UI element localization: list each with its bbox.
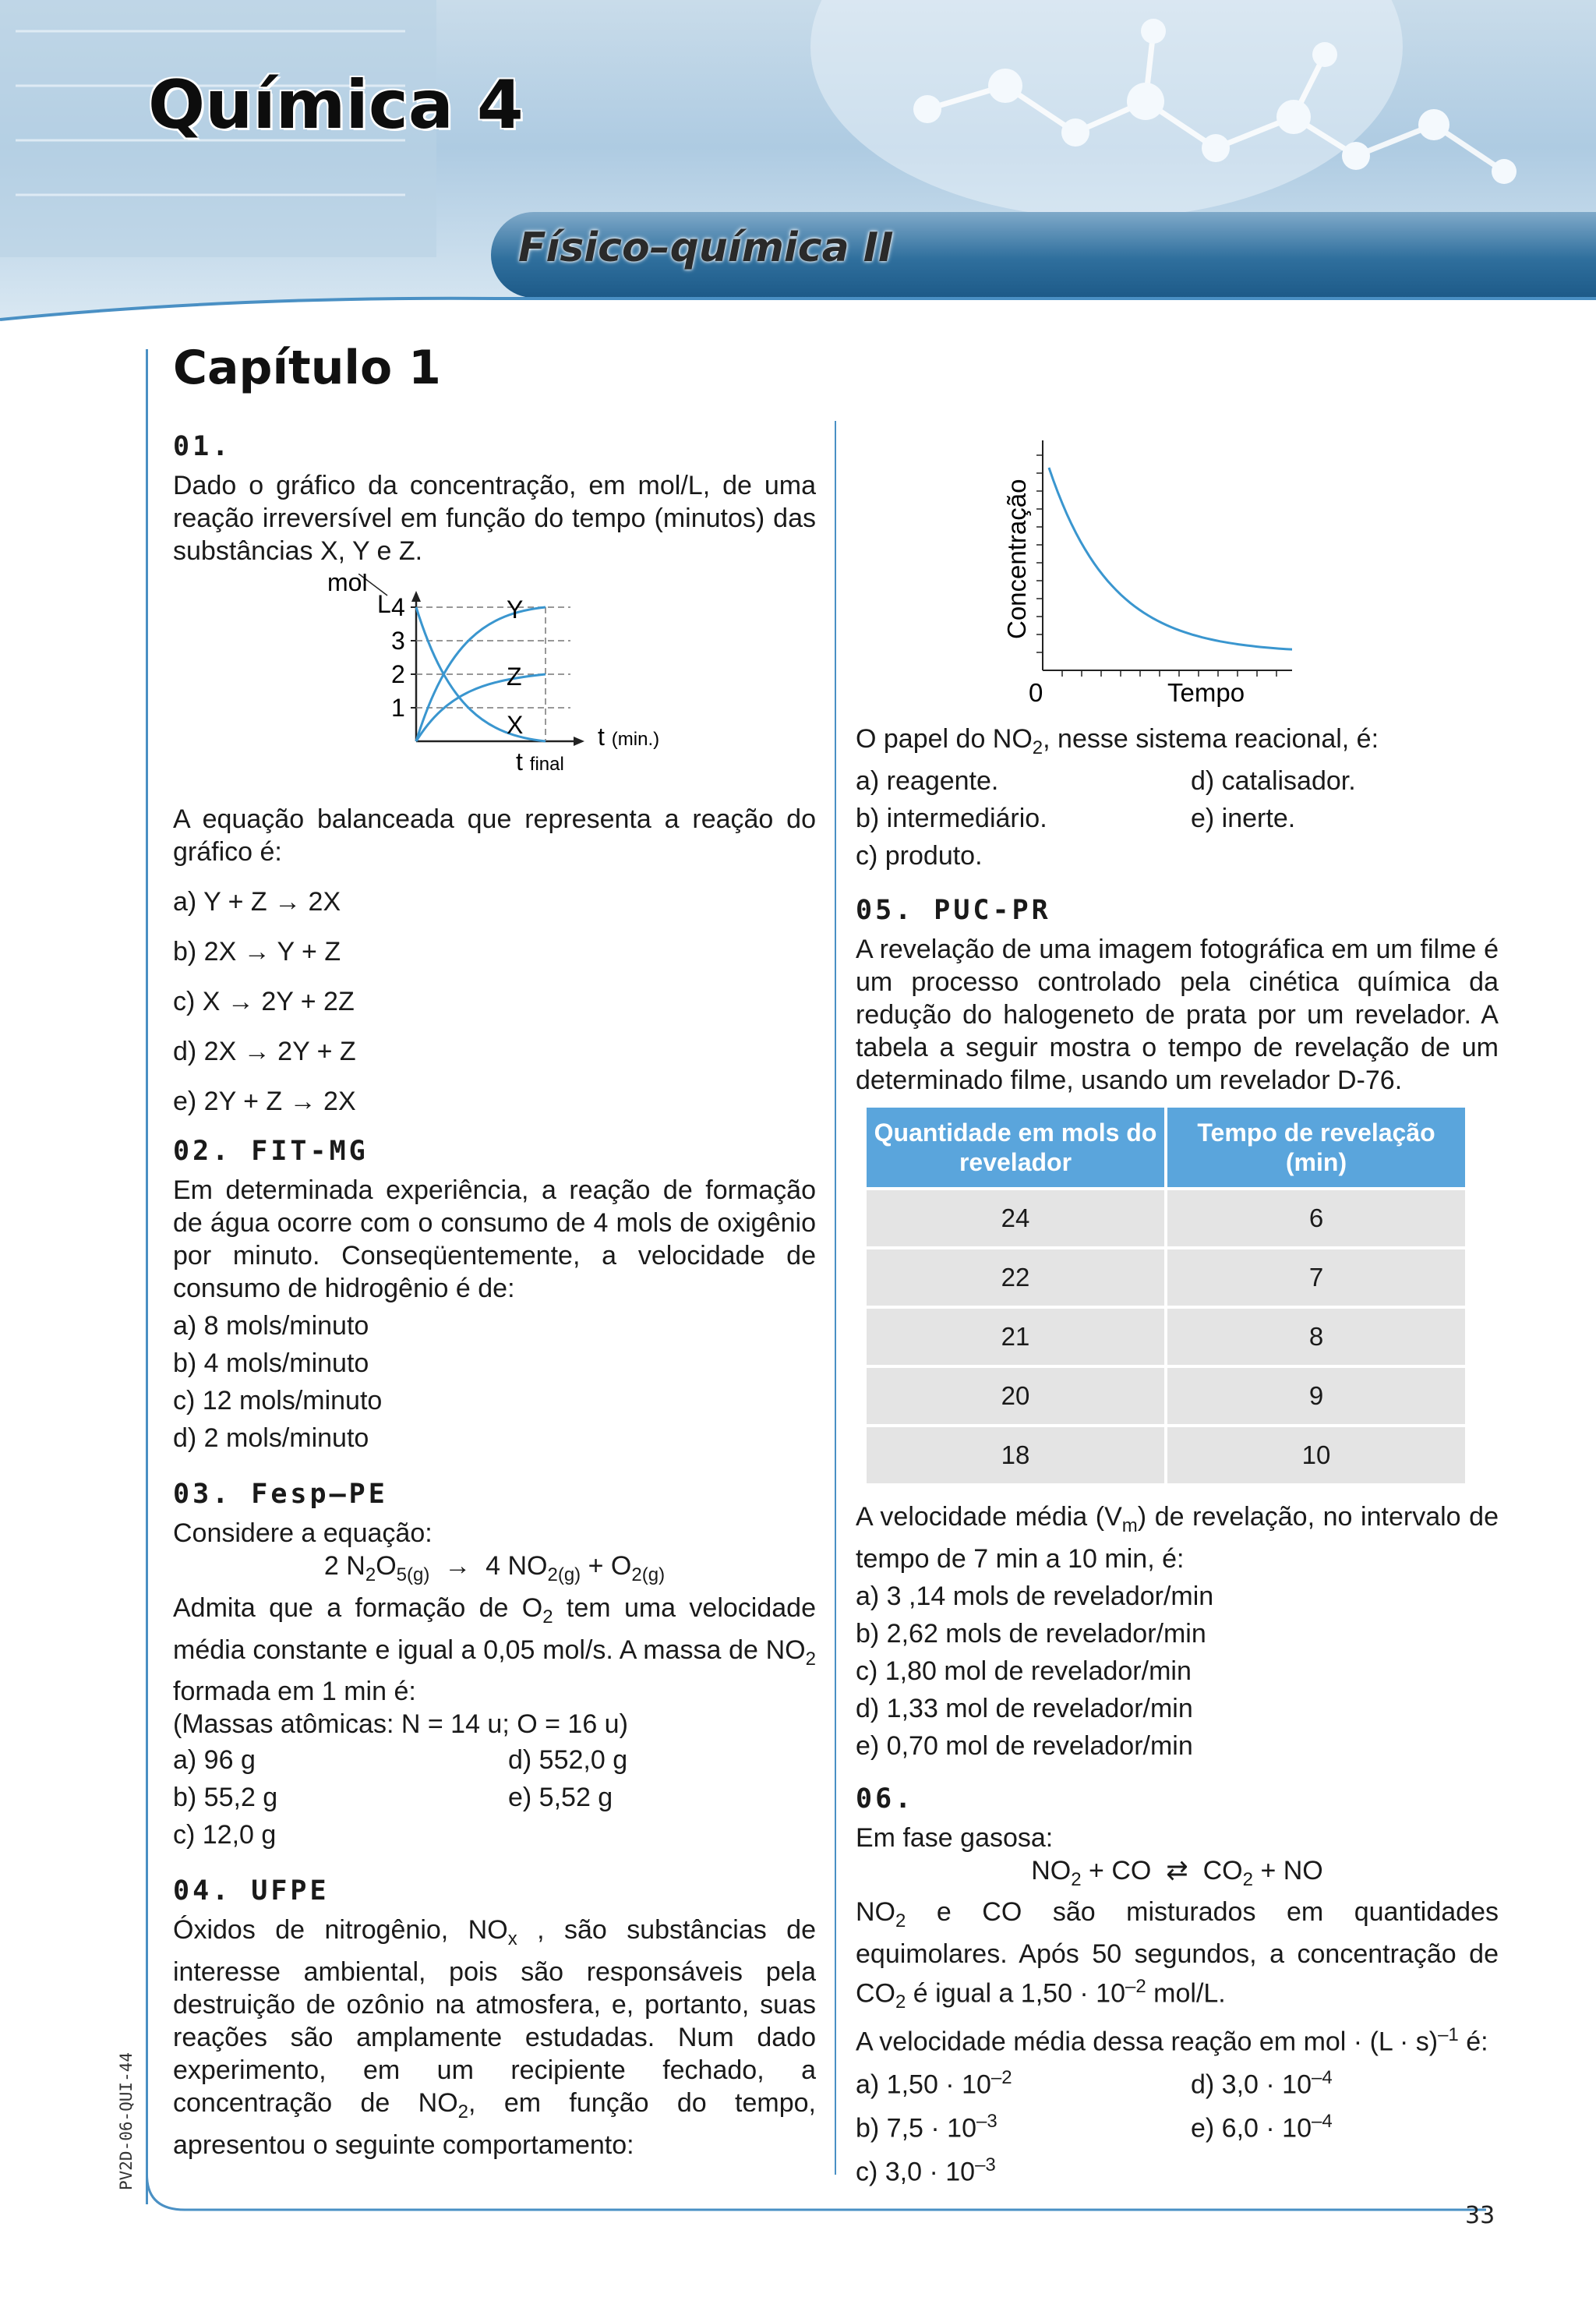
question-03-options (173, 1744, 816, 1851)
question-03-text: Admita que a formação de $O_2$ tem uma velocidade média constante e igual a 0,05 mol/s. A massa de $NO_2$ formada em 1 min é: (173, 1592, 816, 1707)
question-03-masses: (Massas atômicas: N = 14 u; O = 16 u) (173, 1709, 628, 1740)
y-tick-label: 4 (391, 593, 405, 621)
question-02-text: Em determinada experiência, a reação de formação de água ocorre com o consumo de 4 mols de oxigênio por minuto. Conseqüentemente, a velocidade de consumo de hidrogênio é de: (173, 1175, 816, 1303)
question-01-options (173, 885, 816, 1118)
header-quantidade: Quantidade em mols do revelador (867, 1108, 1164, 1187)
table-cell: 22 (867, 1249, 1164, 1306)
option-c[interactable]: c) 12,0 g (173, 1820, 277, 1850)
question-04-number: 04. UFPE (173, 1875, 330, 1907)
option-b[interactable]: b) 2X → Y + Z (173, 937, 341, 967)
table-cell: 6 (1167, 1190, 1465, 1246)
option-e[interactable]: e) 0,70 mol de revelador/min (856, 1730, 1193, 1761)
x-axis-label: t (min.) (598, 723, 660, 751)
table-header-row (867, 1108, 1465, 1187)
table-row (867, 1309, 1465, 1365)
question-04-chart (856, 433, 1292, 713)
y-tick-label: 1 (391, 694, 405, 722)
option-e[interactable]: e) inerte. (1191, 803, 1296, 833)
question-03-number: 03. Fesp–PE (173, 1479, 388, 1510)
table-cell: 8 (1167, 1309, 1465, 1365)
table-cell: 7 (1167, 1249, 1465, 1306)
option-c[interactable]: c) 1,80 mol de revelador/min (856, 1656, 1192, 1686)
y-tick-label: 3 (391, 627, 405, 655)
question-05-number: 05. PUC-PR (856, 894, 1051, 926)
question-01-chart (173, 574, 816, 800)
page-number: 33 (1465, 2202, 1495, 2229)
section-title: Físico–química II (518, 224, 894, 271)
question-01-text: Dado o gráfico da concentração, em mol/L, de uma reação irreversível em função do tempo (minutos) das substâncias X, Y e Z. (173, 471, 816, 566)
table-cell: 20 (867, 1368, 1164, 1424)
banner-bottom-curve (0, 285, 1596, 327)
question-03-intro: Considere a equação: (173, 1518, 433, 1548)
option-a[interactable]: a) reagente. (856, 765, 999, 796)
table-cell: 24 (867, 1190, 1164, 1246)
x-tick-t-final: t final (516, 747, 564, 776)
option-d[interactable]: d) 552,0 g (508, 1745, 628, 1776)
series-no2-line (1049, 468, 1292, 651)
y-tick-label: 2 (391, 660, 405, 688)
question-01-number: 01. (173, 431, 232, 462)
chapter-title: Capítulo 1 (173, 341, 441, 395)
option-d[interactable]: d) catalisador. (1191, 765, 1356, 796)
table-cell: 10 (1167, 1427, 1465, 1483)
question-06-equation: $NO_2$ + CO ⇄ $CO_2$ + NO (1031, 1855, 1323, 1890)
option-a[interactable]: a) 96 g (173, 1745, 256, 1776)
y-axis-arrow (411, 591, 421, 602)
header-banner (0, 0, 1596, 327)
question-02-options (173, 1309, 816, 1454)
question-05-options (856, 1580, 1499, 1762)
right-column (856, 433, 1499, 2189)
question-02-number: 02. FIT-MG (173, 1136, 369, 1167)
table-cell: 21 (867, 1309, 1164, 1365)
series-label-x: X (507, 711, 524, 739)
y-unit-l: L (377, 590, 391, 618)
question-06-number: 06. (856, 1783, 915, 1815)
question-05-prompt: A velocidade média $(V_m)$ de revelação, no intervalo de tempo de 7 min a 10 min, é: (856, 1501, 1499, 1574)
option-e[interactable]: e) 2Y + Z → 2X (173, 1087, 356, 1116)
side-code: PV2D-06-QUI-44 (117, 2052, 136, 2190)
header-tempo: Tempo de revelação (min) (1167, 1108, 1465, 1187)
table-row (867, 1427, 1465, 1483)
table-row (867, 1368, 1465, 1424)
revelation-table (863, 1104, 1468, 1486)
subject-title: Química 4 (148, 66, 524, 144)
question-04-options (856, 765, 1499, 872)
question-01-prompt: A equação balanceada que representa a reação do gráfico é: (173, 804, 816, 867)
question-06-intro: Em fase gasosa: (856, 1822, 1054, 1853)
x-origin-label: 0 (1029, 678, 1043, 707)
left-column (173, 430, 816, 2161)
option-b[interactable]: b) 55,2 g (173, 1783, 278, 1813)
question-06-options (856, 2062, 1499, 2189)
question-06-text: $NO_2$ e CO são misturados em quantidades equimolares. Após 50 segundos, a concentração de $CO_2$ é igual a $1,50 \cdot 10^{-2}$ mol/L. (856, 1897, 1499, 2013)
option-a[interactable]: a) $1,50 \cdot 10^{-2}$ (856, 2066, 1012, 2099)
x-axis-label: Tempo (1167, 678, 1245, 707)
option-d[interactable]: d) 1,33 mol de revelador/min (856, 1693, 1193, 1723)
option-e[interactable]: e) $6,0 \cdot 10^{-4}$ (1191, 2110, 1333, 2144)
question-04-text: Óxidos de nitrogênio, $NO_x$ , são substâncias de interesse ambiental, pois são responsáveis pela destruição de ozônio na atmosfera, e, portanto, suas reações são amplamente estudadas. Num dado experimento, em um recipiente fechado, a concentração de $NO_2$, em função do tempo, apresentou o seguinte comportamento: (173, 1915, 816, 2160)
option-d[interactable]: d) 2X → 2Y + Z (173, 1037, 356, 1066)
option-b[interactable]: b) 2,62 mols de revelador/min (856, 1618, 1206, 1649)
question-05-text: A revelação de uma imagem fotográfica em um filme é um processo controlado pela cinética química da redução do halogeneto de prata por um revelador. A tabela a seguir mostra o tempo de revelação de um determinado filme, usando um revelador D-76. (856, 934, 1499, 1095)
x-axis-arrow (574, 737, 584, 746)
option-c[interactable]: c) produto. (856, 840, 983, 871)
option-b[interactable]: b) 4 mols/minuto (173, 1348, 369, 1378)
option-d[interactable]: d) 2 mols/minuto (173, 1423, 369, 1453)
left-margin-rule (146, 349, 148, 2204)
option-c[interactable]: c) $3,0 \cdot 10^{-3}$ (856, 2154, 996, 2187)
table-cell: 9 (1167, 1368, 1465, 1424)
question-04-prompt: O papel do $NO_2$, nesse sistema reacional, é: (856, 724, 1379, 758)
table-row (867, 1249, 1465, 1306)
option-d[interactable]: d) $3,0 \cdot 10^{-4}$ (1191, 2066, 1333, 2099)
series-label-z: Z (507, 663, 522, 691)
question-03-equation: 2 $N_2O_{5(g)} \to 4$ $NO_{2(g)} + O_{2(g)}$ (323, 1551, 666, 1585)
option-e[interactable]: e) 5,52 g (508, 1783, 613, 1813)
option-b[interactable]: b) intermediário. (856, 803, 1047, 833)
y-axis-label: Concentração (1002, 479, 1031, 639)
column-divider (835, 421, 836, 2175)
table-row (867, 1190, 1465, 1246)
option-a[interactable]: a) 8 mols/minuto (173, 1311, 369, 1341)
option-a[interactable]: a) Y + Z → 2X (173, 887, 341, 917)
table-cell: 18 (867, 1427, 1164, 1483)
y-unit-mol: mol (327, 574, 368, 596)
question-06-prompt: A velocidade média dessa reação em mol · $(L \cdot s)^{-1}$ é: (856, 2024, 1488, 2057)
series-label-y: Y (507, 596, 524, 624)
option-c[interactable]: c) 12 mols/minuto (173, 1386, 383, 1415)
option-c[interactable]: c) X → 2Y + 2Z (173, 987, 355, 1016)
option-b[interactable]: b) $7,5 \cdot 10^{-3}$ (856, 2110, 998, 2144)
option-a[interactable]: a) 3 ,14 mols de revelador/min (856, 1581, 1214, 1611)
